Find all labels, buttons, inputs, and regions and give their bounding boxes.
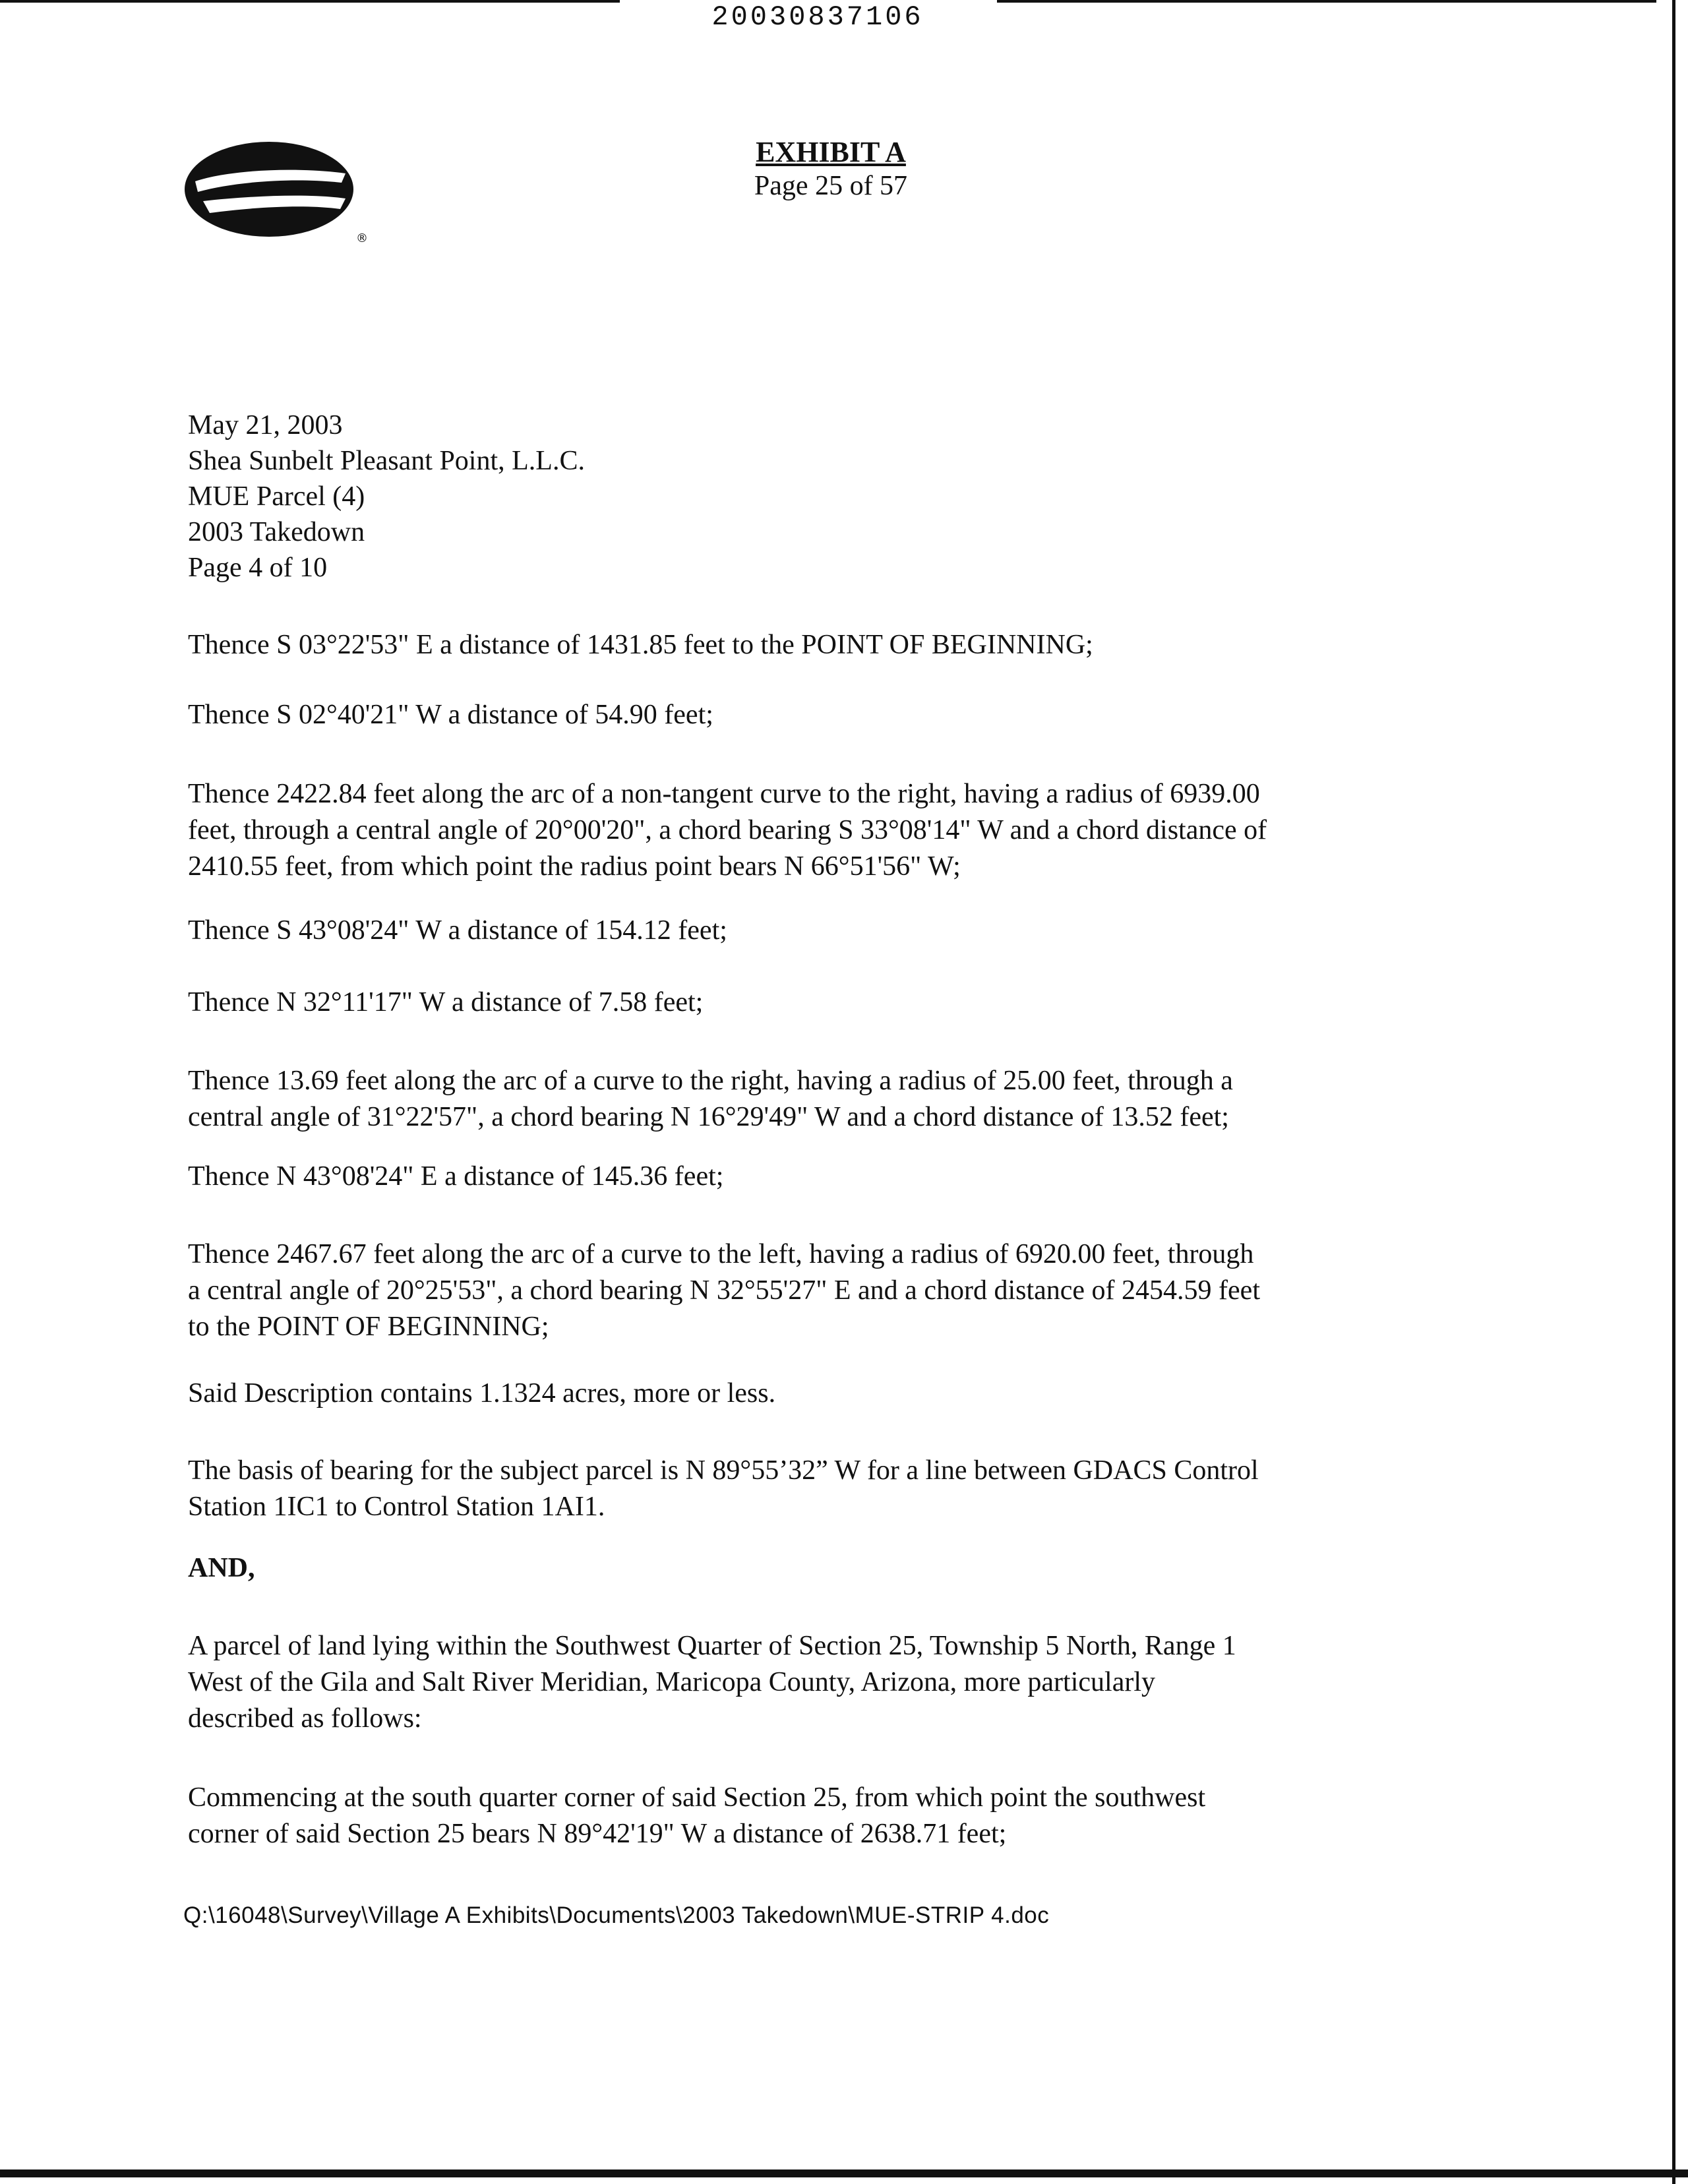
- paragraph-line: a central angle of 20°25'53", a chord bearing N 32°55'27" E and a chord distance of 2454.59 feet: [188, 1275, 1260, 1306]
- paragraph-line: Thence 2467.67 feet along the arc of a curve to the left, having a radius of 6920.00 feet, through: [188, 1239, 1254, 1269]
- header-company: Shea Sunbelt Pleasant Point, L.L.C.: [188, 446, 585, 476]
- paragraph-line: Thence S 43°08'24" W a distance of 154.12 feet;: [188, 915, 727, 946]
- paragraph-line: Thence N 32°11'17" W a distance of 7.58 feet;: [188, 987, 704, 1017]
- paragraph-line: central angle of 31°22'57", a chord bearing N 16°29'49" W and a chord distance of 13.52 feet;: [188, 1102, 1229, 1132]
- paragraph-line: West of the Gila and Salt River Meridian, Maricopa County, Arizona, more particularly: [188, 1667, 1155, 1697]
- paragraph-9: [188, 1375, 1441, 1412]
- paragraph-8: [188, 1236, 1441, 1345]
- header-page: Page 4 of 10: [188, 553, 328, 583]
- header-parcel: MUE Parcel (4): [188, 481, 365, 512]
- s-logo-icon: [183, 135, 375, 247]
- letter-header: [188, 408, 585, 586]
- paragraph-13: [188, 1780, 1441, 1852]
- registered-mark: ®: [356, 231, 368, 245]
- scan-border-right: [1672, 0, 1675, 2184]
- paragraph-line: Said Description contains 1.1324 acres, more or less.: [188, 1378, 776, 1409]
- paragraph-line: The basis of bearing for the subject parcel is N 89°55’32” W for a line between GDACS Control: [188, 1455, 1259, 1486]
- paragraph-7: [188, 1158, 1441, 1196]
- paragraph-10: [188, 1453, 1441, 1525]
- paragraph-line: to the POINT OF BEGINNING;: [188, 1312, 549, 1342]
- exhibit-page-number: Page 25 of 57: [754, 171, 908, 201]
- paragraph-line: Thence 2422.84 feet along the arc of a non-tangent curve to the right, having a radius of 6939.00: [188, 779, 1260, 809]
- paragraph-6: [188, 1063, 1441, 1136]
- header-date: May 21, 2003: [188, 410, 343, 440]
- exhibit-title: EXHIBIT A: [756, 136, 906, 168]
- paragraph-4: [188, 912, 1441, 950]
- paragraph-line: corner of said Section 25 bears N 89°42'19" W a distance of 2638.71 feet;: [188, 1819, 1007, 1849]
- scan-border-bottom: [0, 2169, 1688, 2177]
- paragraph-line: Station 1IC1 to Control Station 1AI1.: [188, 1492, 605, 1522]
- paragraph-2: [188, 696, 1441, 734]
- paragraph-3: [188, 776, 1441, 885]
- scan-border-top-left: [0, 0, 620, 3]
- paragraph-line: 2410.55 feet, from which point the radius point bears N 66°51'56" W;: [188, 851, 961, 882]
- paragraph-line: described as follows:: [188, 1703, 422, 1734]
- paragraph-11: [188, 1550, 1441, 1587]
- paragraph-line: A parcel of land lying within the Southwest Quarter of Section 25, Township 5 North, Range 1: [188, 1631, 1236, 1661]
- paragraph-line: feet, through a central angle of 20°00'20", a chord bearing S 33°08'14" W and a chord distance of: [188, 815, 1267, 845]
- paragraph-line: AND,: [188, 1553, 255, 1583]
- document-number: 20030837106: [711, 1, 924, 33]
- paragraph-line: Thence S 02°40'21" W a distance of 54.90 feet;: [188, 700, 713, 730]
- paragraph-5: [188, 984, 1441, 1021]
- paragraph-1: [188, 626, 1441, 664]
- file-path-footer: Q:\16048\Survey\Village A Exhibits\Documents\2003 Takedown\MUE-STRIP 4.doc: [183, 1902, 1050, 1928]
- paragraph-line: Thence S 03°22'53" E a distance of 1431.85 feet to the POINT OF BEGINNING;: [188, 630, 1093, 660]
- header-takedown: 2003 Takedown: [188, 517, 365, 547]
- scan-border-top-right: [997, 0, 1656, 3]
- paragraph-line: Thence N 43°08'24" E a distance of 145.36 feet;: [188, 1161, 724, 1192]
- paragraph-12: [188, 1628, 1441, 1737]
- paragraph-line: Thence 13.69 feet along the arc of a curve to the right, having a radius of 25.00 feet, through a: [188, 1066, 1233, 1096]
- paragraph-line: Commencing at the south quarter corner of said Section 25, from which point the southwest: [188, 1782, 1206, 1813]
